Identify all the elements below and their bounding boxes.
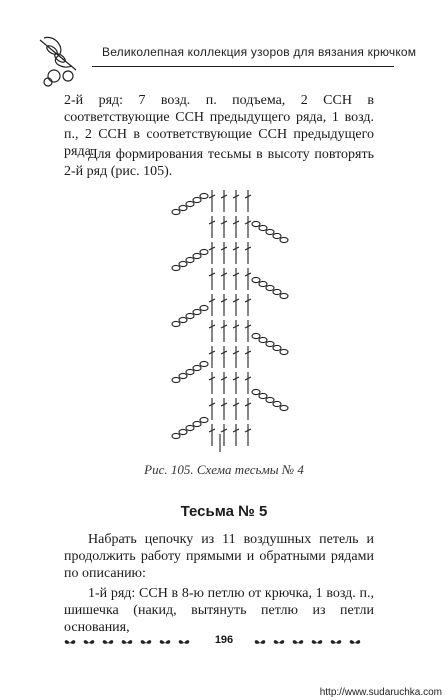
chain-loop	[193, 421, 201, 426]
chain-loop	[280, 405, 288, 410]
chain-loop	[172, 265, 180, 270]
chain-loop	[193, 197, 201, 202]
paragraph-row2: 2-й ряд: 7 возд. п. подъема, 2 ССН в соответствующие ССН предыдущего ряда, 1 возд. п., 2 ССН в соответствующие ССН предыдущего ряда.	[64, 93, 374, 159]
butterfly-icon	[293, 640, 304, 644]
chain-loop	[252, 333, 260, 338]
chain-loop	[259, 281, 267, 286]
chain-loop	[273, 345, 281, 350]
butterfly-icon	[103, 640, 114, 644]
chain-loop	[186, 425, 194, 430]
chain-loop	[280, 349, 288, 354]
chain-loop	[186, 257, 194, 262]
chain-loop	[179, 205, 187, 210]
chain-loop	[259, 393, 267, 398]
paragraph-repeat: Для формирования тесьмы в высоту повторять 2-й ряд (рис. 105).	[64, 147, 374, 179]
section-heading: Тесьма № 5	[180, 503, 268, 520]
butterfly-icon	[84, 640, 95, 644]
chain-loop	[273, 233, 281, 238]
chain-loop	[179, 317, 187, 322]
chain-loop	[266, 341, 274, 346]
chain-loop	[179, 429, 187, 434]
paragraph-intro: Набрать цепочку из 11 воздушных петель и продолжить работу прямыми и обратными рядами по описанию:	[64, 532, 374, 581]
chain-loop	[200, 249, 208, 254]
chain-loop	[193, 365, 201, 370]
butterfly-icon	[65, 640, 76, 644]
chain-loop	[193, 309, 201, 314]
crochet-chart-diagram	[160, 184, 300, 454]
chain-loop	[252, 221, 260, 226]
chain-loop	[186, 313, 194, 318]
running-header-title: Великолепная коллекция узоров для вязания крючком	[102, 45, 417, 59]
chain-loop	[172, 433, 180, 438]
chain-loop	[172, 209, 180, 214]
chain-loop	[266, 285, 274, 290]
chain-loop	[200, 417, 208, 422]
chain-loop	[200, 361, 208, 366]
chain-loop	[179, 261, 187, 266]
page-number: 196	[204, 634, 244, 646]
chain-loop	[266, 229, 274, 234]
chain-loop	[172, 377, 180, 382]
chain-loop	[186, 369, 194, 374]
chain-loop	[273, 401, 281, 406]
butterfly-icon	[255, 640, 266, 644]
butterfly-icon	[160, 640, 171, 644]
chain-loop	[172, 321, 180, 326]
chain-loop	[259, 225, 267, 230]
figure-caption: Рис. 105. Схема тесьмы № 4	[144, 462, 304, 477]
chain-loop	[273, 289, 281, 294]
butterfly-icon	[141, 640, 152, 644]
butterfly-icon	[122, 640, 133, 644]
paragraph-row1: 1-й ряд: ССН в 8-ю петлю от крючка, 1 возд. п., шишечка (накид, вытянуть петлю из петли основания,	[64, 586, 374, 635]
butterfly-icon	[274, 640, 285, 644]
page-header	[0, 0, 448, 92]
chain-loop	[280, 237, 288, 242]
butterfly-icon	[312, 640, 323, 644]
chain-loop	[259, 337, 267, 342]
butterfly-icon	[350, 640, 361, 644]
chain-loop	[179, 373, 187, 378]
chain-loop	[252, 389, 260, 394]
chain-loop	[252, 277, 260, 282]
chain-loop	[200, 193, 208, 198]
site-watermark: http://www.sudaruchka.com	[319, 687, 442, 698]
chain-loop	[200, 305, 208, 310]
butterfly-icon	[179, 640, 190, 644]
chain-loop	[193, 253, 201, 258]
needle-and-yarn-icon	[36, 30, 92, 88]
chain-loop	[280, 293, 288, 298]
chain-loop	[186, 201, 194, 206]
chain-loop	[266, 397, 274, 402]
header-rule	[92, 66, 394, 67]
butterfly-icon	[331, 640, 342, 644]
